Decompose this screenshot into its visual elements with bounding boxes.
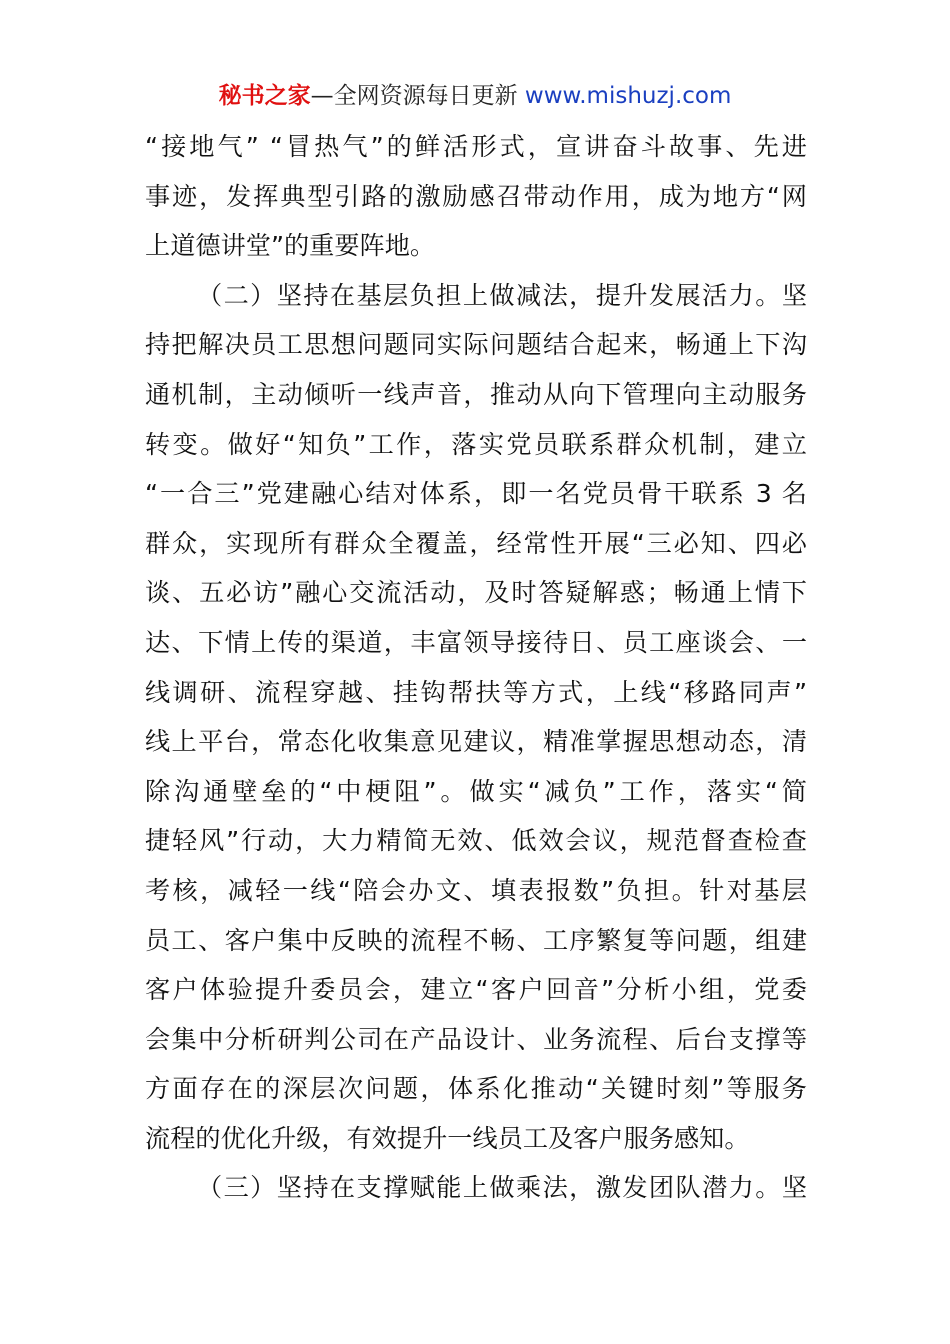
text-line: 员工、客户集中反映的流程不畅、工序繁复等问题，组建 [145, 925, 807, 955]
site-header [0, 80, 950, 112]
text-line: 方面存在的深层次问题，体系化推动“关键时刻”等服务 [145, 1074, 807, 1104]
text-line: 群众，实现所有群众全覆盖，经常性开展“三必知、四必 [145, 528, 807, 558]
text-line: “接地气” “冒热气”的鲜活形式，宣讲奋斗故事、先进 [145, 132, 807, 161]
site-brand: 秘书之家 [218, 83, 311, 109]
site-tagline: —全网资源每日更新 [310, 83, 525, 109]
text-line: 上道德讲堂”的重要阵地。 [145, 231, 436, 261]
text-line: 转变。做好“知负”工作，落实党员联系群众机制，建立 [145, 429, 807, 459]
text-line: 通机制，主动倾听一线声音，推动从向下管理向主动服务 [145, 379, 807, 409]
text-line: 考核，减轻一线“陪会办文、填表报数”负担。针对基层 [145, 875, 807, 905]
text-line: 事迹，发挥典型引路的激励感召带动作用，成为地方“网 [145, 181, 807, 211]
text-line: 谈、五必访”融心交流活动，及时答疑解惑；畅通上情下 [145, 578, 807, 608]
site-url-link[interactable]: www.mishuzj.com [524, 83, 732, 109]
text-line: 捷轻风”行动，大力精简无效、低效会议，规范督查检查 [145, 826, 807, 856]
section-heading-line: （二）坚持在基层负担上做减法，提升发展活力。坚 [197, 280, 807, 310]
text-line: 除沟通壁垒的“中梗阻”。做实“减负”工作，落实“简 [145, 776, 807, 806]
section-heading-line: （三）坚持在支撑赋能上做乘法，激发团队潜力。坚 [197, 1173, 807, 1203]
text-line: 持把解决员工思想问题同实际问题结合起来，畅通上下沟 [145, 330, 807, 360]
text-line: 线调研、流程穿越、挂钩帮扶等方式，上线“移路同声” [145, 677, 807, 707]
text-line: 流程的优化升级，有效提升一线员工及客户服务感知。 [145, 1123, 750, 1153]
document-body [145, 128, 807, 1219]
text-line: 达、下情上传的渠道，丰富领导接待日、员工座谈会、一 [145, 627, 807, 657]
text-line: 会集中分析研判公司在产品设计、业务流程、后台支撑等 [145, 1024, 807, 1054]
text-line: 客户体验提升委员会，建立“客户回音”分析小组，党委 [145, 975, 807, 1005]
text-line: 线上平台，常态化收集意见建议，精准掌握思想动态，清 [145, 727, 807, 757]
text-line: “一合三”党建融心结对体系，即一名党员骨干联系 3 名 [145, 479, 807, 509]
